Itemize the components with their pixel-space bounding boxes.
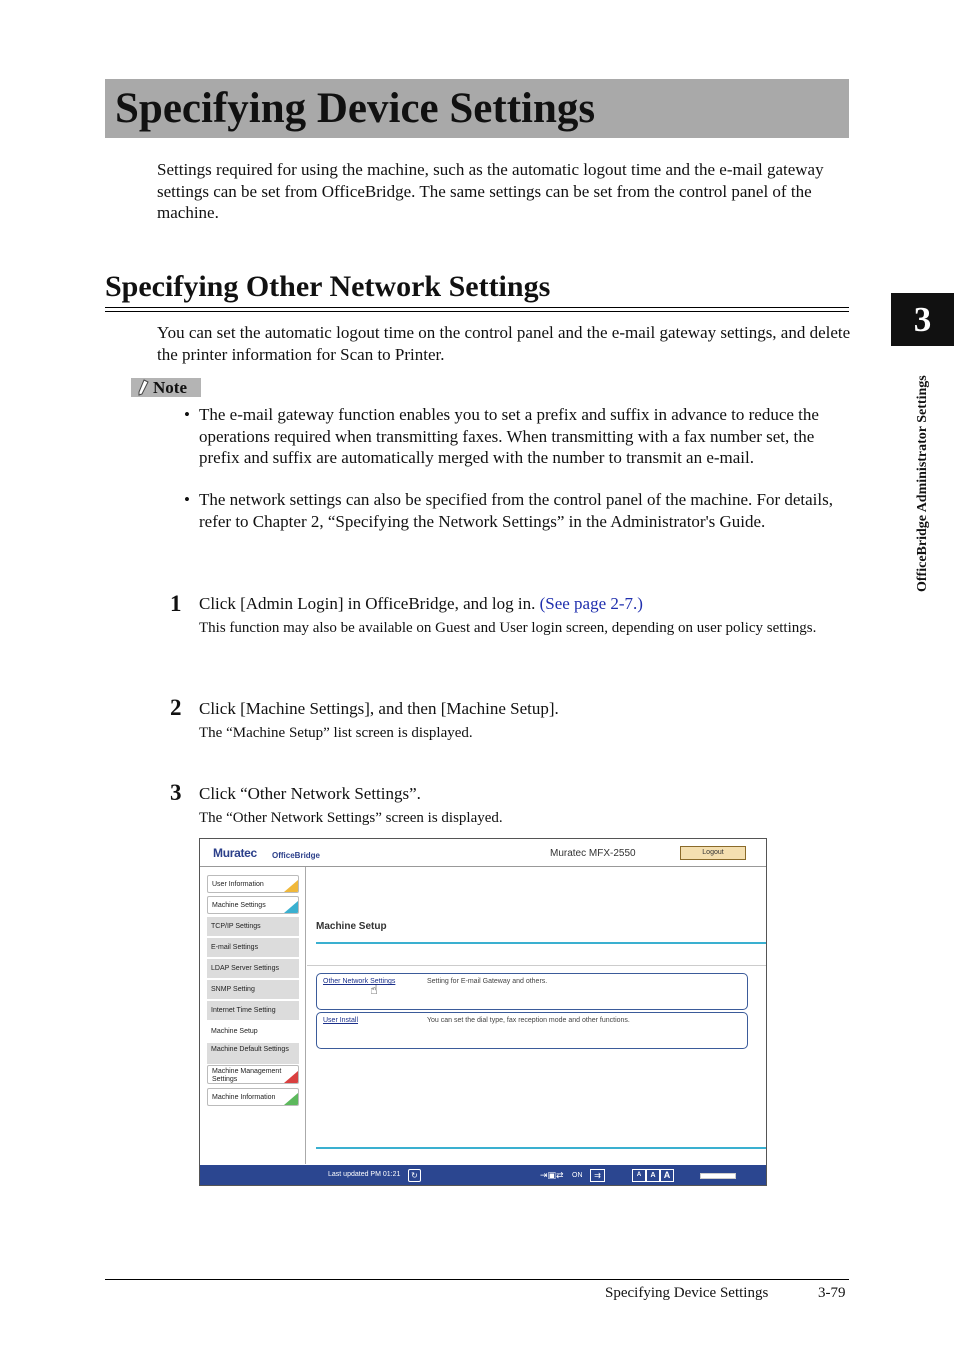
page-number: 3-79 xyxy=(818,1285,846,1301)
sidebar xyxy=(200,867,306,1164)
tab-corner-icon xyxy=(284,901,298,913)
note-bullet: The e-mail gateway function enables you to set a prefix and suffix in advance to reduce the operations required when transmitting faxes. When transmitting with a fax number set, the prefix and suffix are automatically merged with the number to transmit an e-mail. xyxy=(199,405,819,467)
sidebar-item-internet-time[interactable]: Internet Time Setting xyxy=(207,1001,299,1021)
chapter-side-label: OfficeBridge Administrator Settings xyxy=(915,375,930,592)
content-divider xyxy=(307,965,766,966)
tab-corner-icon xyxy=(284,880,298,892)
officebridge-screenshot xyxy=(199,838,767,1186)
font-size-large-button[interactable]: A xyxy=(660,1169,674,1182)
step-subtext: This function may also be available on Guest and User login screen, depending on user policy settings. xyxy=(199,620,817,636)
chapter-number: 3 xyxy=(913,300,932,339)
step-text: Click [Machine Settings], and then [Machine Setup]. xyxy=(199,699,559,718)
officebridge-logo: OfficeBridge xyxy=(272,851,321,860)
sidebar-item-machine-default[interactable]: Machine Default Settings xyxy=(207,1043,299,1064)
muratec-logo: Muratec xyxy=(213,846,257,860)
option-description: You can set the dial type, fax reception mode and other functions. xyxy=(427,1017,630,1024)
sidebar-item-email[interactable]: E-mail Settings xyxy=(207,938,299,958)
last-updated-text: Last updated PM 01:21 xyxy=(328,1171,401,1178)
sidebar-item-user-information[interactable]: User Information xyxy=(207,875,299,893)
footer-title: Specifying Device Settings xyxy=(605,1285,769,1301)
note-bullet: The network settings can also be specified from the control panel of the machine. For details, refer to Chapter 2, “Specifying the Network Settings” in the Administrator's Guide. xyxy=(199,490,833,531)
option-description: Setting for E-mail Gateway and others. xyxy=(427,978,548,985)
bullet-dot: • xyxy=(184,490,190,509)
sidebar-item-ldap[interactable]: LDAP Server Settings xyxy=(207,959,299,979)
option-link[interactable]: Other Network Settings xyxy=(323,978,396,985)
content-title: Machine Setup xyxy=(316,921,387,932)
footer-rule xyxy=(105,1279,849,1280)
step-number: 2 xyxy=(170,695,182,720)
page-title: Specifying Device Settings xyxy=(115,85,596,132)
content-bottom-rule xyxy=(316,1147,766,1149)
logout-button[interactable]: Logout xyxy=(680,846,746,860)
network-status-icon: ⇥▣⇄ xyxy=(540,1170,564,1180)
step-text: Click “Other Network Settings”. xyxy=(199,784,421,803)
option-other-network-settings[interactable] xyxy=(316,973,748,1010)
intro-paragraph: Settings required for using the machine, such as the automatic logout time and the e-mail gateway settings can be set from OfficeBridge. The same settings can be set from the control panel of the machine. xyxy=(157,160,824,222)
section-rule xyxy=(105,311,849,312)
status-bar xyxy=(200,1165,766,1185)
sidebar-item-snmp[interactable]: SNMP Setting xyxy=(207,980,299,1000)
section-heading: Specifying Other Network Settings xyxy=(105,270,551,303)
font-size-medium-button[interactable]: A xyxy=(646,1169,660,1182)
tab-corner-icon xyxy=(284,1071,298,1083)
sidebar-item-tcpip[interactable]: TCP/IP Settings xyxy=(207,917,299,937)
section-rule xyxy=(105,307,849,308)
section-paragraph: You can set the automatic logout time on the control panel and the e-mail gateway settings, and delete the printer information for Scan to Printer. xyxy=(157,323,851,364)
step-number: 3 xyxy=(170,780,182,805)
sidebar-item-machine-information[interactable]: Machine Information xyxy=(207,1088,299,1106)
network-on-label: ON xyxy=(572,1172,583,1179)
model-name: Muratec MFX-2550 xyxy=(550,848,636,859)
step-text xyxy=(199,593,643,614)
zoom-slider[interactable] xyxy=(700,1173,736,1179)
step-subtext: The “Machine Setup” list screen is displayed. xyxy=(199,725,473,741)
note-label: Note xyxy=(153,378,187,397)
font-size-small-button[interactable]: A xyxy=(632,1169,646,1182)
sidebar-item-machine-management[interactable]: Machine Management Settings xyxy=(207,1065,299,1084)
content-rule xyxy=(316,942,766,944)
step-subtext: The “Other Network Settings” screen is displayed. xyxy=(199,810,503,826)
sidebar-item-machine-settings[interactable]: Machine Settings xyxy=(207,896,299,914)
pencil-icon xyxy=(135,378,151,397)
step-instruction: Click [Admin Login] in OfficeBridge, and log in. xyxy=(199,594,536,613)
step-number: 1 xyxy=(170,591,182,616)
bullet-dot: • xyxy=(184,405,190,424)
refresh-icon[interactable]: ↻ xyxy=(408,1169,421,1182)
sidebar-item-machine-setup[interactable]: Machine Setup xyxy=(207,1022,299,1042)
forward-icon[interactable]: ⇉ xyxy=(590,1169,605,1182)
option-user-install[interactable] xyxy=(316,1012,748,1049)
tab-corner-icon xyxy=(284,1093,298,1105)
hand-cursor-icon: ☝ xyxy=(370,982,378,997)
page-reference-link[interactable]: (See page 2-7.) xyxy=(539,594,643,613)
option-link[interactable]: User Install xyxy=(323,1017,359,1024)
